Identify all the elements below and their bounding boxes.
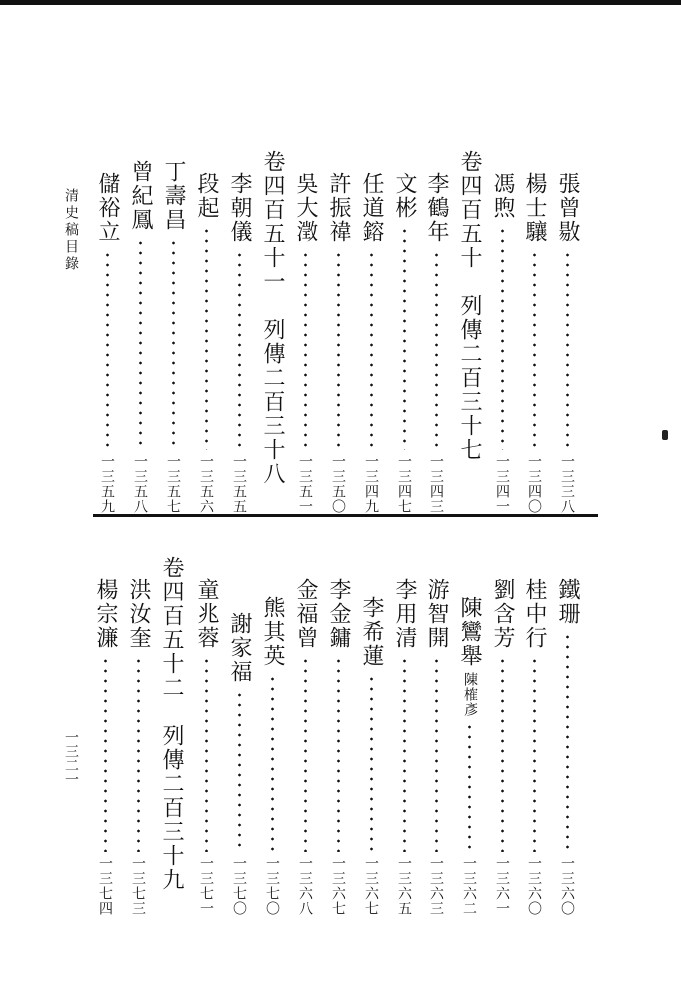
entry-name: 劉含芳: [490, 578, 515, 650]
leader-dots: [205, 226, 208, 450]
entry-page: 一三七〇: [264, 856, 280, 916]
leader-dots: [533, 656, 536, 852]
leader-dots: [435, 250, 438, 450]
entry-name: 曾紀鳳: [128, 160, 153, 232]
leader-dots: [205, 656, 208, 852]
leader-dots: [403, 656, 406, 852]
entry-page: 一三六七: [330, 856, 346, 916]
running-header: 清史稿目錄: [63, 188, 79, 273]
entry-page: 一三六七: [363, 856, 379, 916]
entry-name: 楊宗濂: [93, 578, 118, 650]
volume-heading: 卷四百五十 列傳二百三十七: [457, 150, 482, 462]
leader-dots: [337, 656, 340, 852]
entry-name: 童兆蓉: [194, 578, 219, 650]
entry-page: 一三三八: [559, 454, 575, 514]
entry-name: 張曾敭: [555, 172, 580, 244]
entry-name: 金福曾: [293, 578, 318, 650]
entry-page: 一三五九: [99, 454, 115, 514]
entry-name: 馮煦: [490, 172, 515, 220]
entry-name: 洪汝奎: [126, 578, 151, 650]
leader-dots: [403, 226, 406, 450]
entry-name: 楊士驤: [522, 172, 547, 244]
entry-page: 一三五八: [132, 454, 148, 514]
entry-name: 李朝儀: [227, 172, 252, 244]
entry-name: 桂中行: [522, 578, 547, 650]
leader-dots: [501, 226, 504, 450]
section-divider: [93, 514, 598, 517]
entry-page: 一三五一: [297, 454, 313, 514]
entry-page: 一三四三: [428, 454, 444, 514]
leader-dots: [104, 656, 107, 852]
entry-name: 許振禕: [326, 172, 351, 244]
entry-page: 一三七〇: [231, 856, 247, 916]
entry-page: 一三六〇: [559, 856, 575, 916]
entry-name: 游智開: [424, 578, 449, 650]
leader-dots: [501, 656, 504, 852]
leader-dots: [137, 656, 140, 852]
leader-dots: [370, 250, 373, 450]
entry-name: 謝家福: [227, 612, 252, 684]
entry-page: 一三五七: [165, 454, 181, 514]
leader-dots: [533, 250, 536, 450]
leader-dots: [304, 656, 307, 852]
entry-name: 儲裕立: [95, 172, 120, 244]
leader-dots: [139, 238, 142, 450]
page-number: 一三二一: [63, 730, 79, 786]
entry-page: 一三六五: [396, 856, 412, 916]
entry-page: 一三六三: [428, 856, 444, 916]
leader-dots: [238, 690, 241, 852]
leader-dots: [566, 632, 569, 852]
entry-page: 一三六一: [494, 856, 510, 916]
leader-dots: [370, 674, 373, 852]
entry-page: 一三六〇: [526, 856, 542, 916]
leader-dots: [172, 238, 175, 450]
entry-page: 一三四一: [494, 454, 510, 514]
entry-page: 一三七一: [198, 856, 214, 916]
entry-note: 陳榷彥: [462, 672, 478, 717]
entry-page: 一三四七: [396, 454, 412, 514]
entry-page: 一三五〇: [330, 454, 346, 514]
entry-page: 一三六二: [461, 856, 477, 916]
leader-dots: [304, 250, 307, 450]
entry-name: 李鶴年: [424, 172, 449, 244]
entry-name: 任道鎔: [359, 172, 384, 244]
leader-dots: [468, 722, 471, 852]
entry-name: 丁壽昌: [161, 160, 186, 232]
entry-name: 熊其英: [260, 596, 285, 668]
entry-name: 吳大澂: [293, 172, 318, 244]
entry-page: 一三四九: [363, 454, 379, 514]
entry-name: 鐵珊: [555, 578, 580, 626]
entry-page: 一三四〇: [526, 454, 542, 514]
entry-page: 一三六八: [297, 856, 313, 916]
leader-dots: [106, 250, 109, 450]
entry-name: 李希蓮: [359, 596, 384, 668]
ink-speck: [662, 430, 668, 440]
entry-name: 段起: [194, 172, 219, 220]
entry-page: 一三七三: [130, 856, 146, 916]
leader-dots: [435, 656, 438, 852]
top-border: [0, 0, 681, 5]
entry-name: 文彬: [392, 172, 417, 220]
entry-name: 李金鏞: [326, 578, 351, 650]
entry-page: 一三五六: [198, 454, 214, 514]
entry-page: 一三五五: [231, 454, 247, 514]
entry-page: 一三七四: [97, 856, 113, 916]
entry-name: 陳鸞舉: [457, 596, 482, 668]
entry-name: 李用清: [392, 578, 417, 650]
volume-heading: 卷四百五十二 列傳二百三十九: [159, 556, 184, 892]
leader-dots: [566, 250, 569, 450]
volume-heading: 卷四百五十一 列傳二百三十八: [260, 150, 285, 486]
leader-dots: [337, 250, 340, 450]
leader-dots: [238, 250, 241, 450]
leader-dots: [271, 674, 274, 852]
